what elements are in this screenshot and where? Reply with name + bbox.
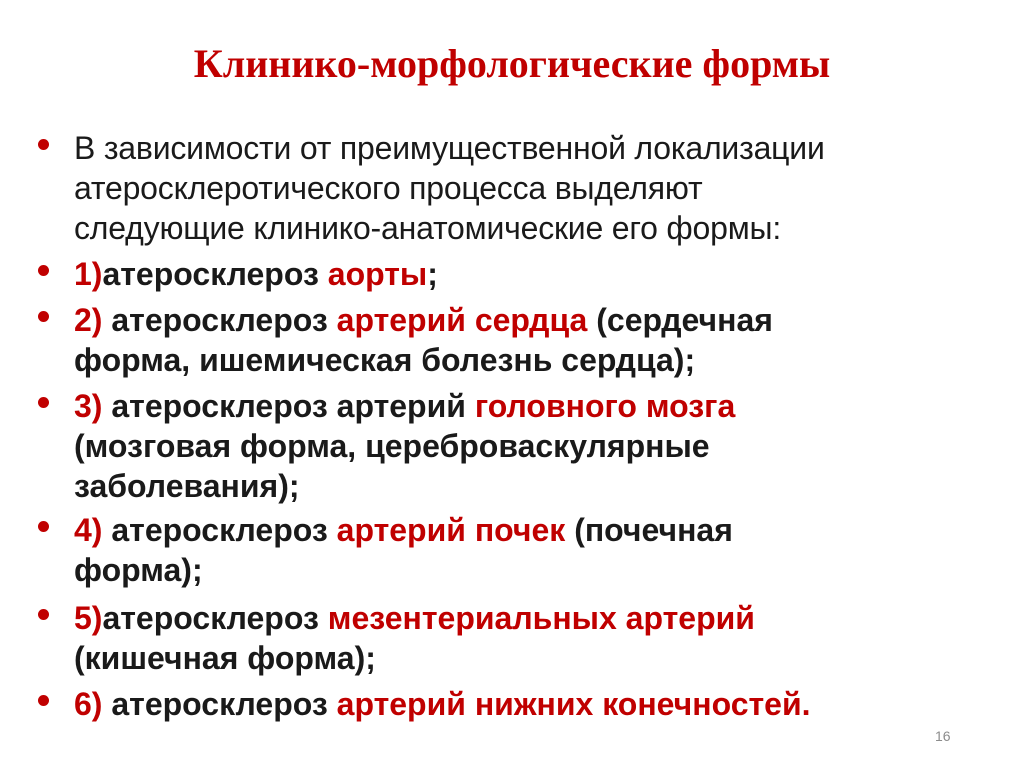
item-text-post: (почечная (565, 512, 733, 548)
intro-line-3: следующие клинико-анатомические его формы: (74, 210, 782, 246)
bullet-item-2-text (74, 300, 938, 380)
bullet-item-3-text (74, 386, 938, 506)
intro-line-2: атеросклеротического процесса выделяют (74, 170, 703, 206)
bullet-dot-icon (38, 521, 49, 532)
bullet-item-1 (38, 254, 938, 294)
item-text: атеросклероз (102, 302, 337, 338)
item-line-2: (мозговая форма, цереброваскулярные (74, 428, 710, 464)
bullet-dot-icon (38, 609, 49, 620)
bullet-item-1-text (74, 254, 938, 294)
item-text: атеросклероз артерий (102, 388, 475, 424)
bullet-dot-icon (38, 397, 49, 408)
intro-line-1: В зависимости от преимущественной локализации (74, 130, 825, 166)
bullet-dot-icon (38, 265, 49, 276)
item-number: 1) (74, 256, 103, 292)
bullet-item-6 (38, 684, 938, 724)
item-text: атеросклероз (102, 512, 337, 548)
item-highlight: артерий сердца (336, 302, 588, 338)
item-text-post: (сердечная (587, 302, 773, 338)
bullet-item-5 (38, 598, 938, 678)
item-text: атеросклероз (102, 256, 328, 292)
item-number: 2) (74, 302, 103, 338)
bullet-dot-icon (38, 695, 49, 706)
bullet-item-4-text (74, 510, 938, 590)
item-highlight: артерий почек (336, 512, 566, 548)
item-number: 5) (74, 600, 103, 636)
item-number: 3) (74, 388, 103, 424)
item-text-post: ; (427, 256, 438, 292)
page-number: 16 (935, 728, 951, 744)
item-text: атеросклероз (102, 600, 328, 636)
bullet-intro (38, 128, 938, 248)
bullet-item-4 (38, 510, 938, 590)
item-line-2: форма, ишемическая болезнь сердца); (74, 342, 696, 378)
bullet-item-2 (38, 300, 938, 380)
item-number: 6) (74, 686, 103, 722)
item-highlight: мезентериальных артерий (327, 600, 755, 636)
item-line-2: форма); (74, 552, 203, 588)
bullet-dot-icon (38, 311, 49, 322)
bullet-dot-icon (38, 139, 49, 150)
bullet-item-6-text (74, 684, 938, 724)
item-highlight: артерий нижних конечностей. (336, 686, 811, 722)
item-line-2: (кишечная форма); (74, 640, 376, 676)
bullet-intro-text (74, 128, 938, 248)
slide-title: Клинико-морфологические формы (193, 41, 831, 86)
bullet-item-5-text (74, 598, 938, 678)
item-highlight: головного мозга (474, 388, 736, 424)
item-highlight: аорты (327, 256, 428, 292)
item-text: атеросклероз (102, 686, 337, 722)
item-number: 4) (74, 512, 103, 548)
item-line-3: заболевания); (74, 468, 300, 504)
bullet-item-3 (38, 386, 938, 506)
